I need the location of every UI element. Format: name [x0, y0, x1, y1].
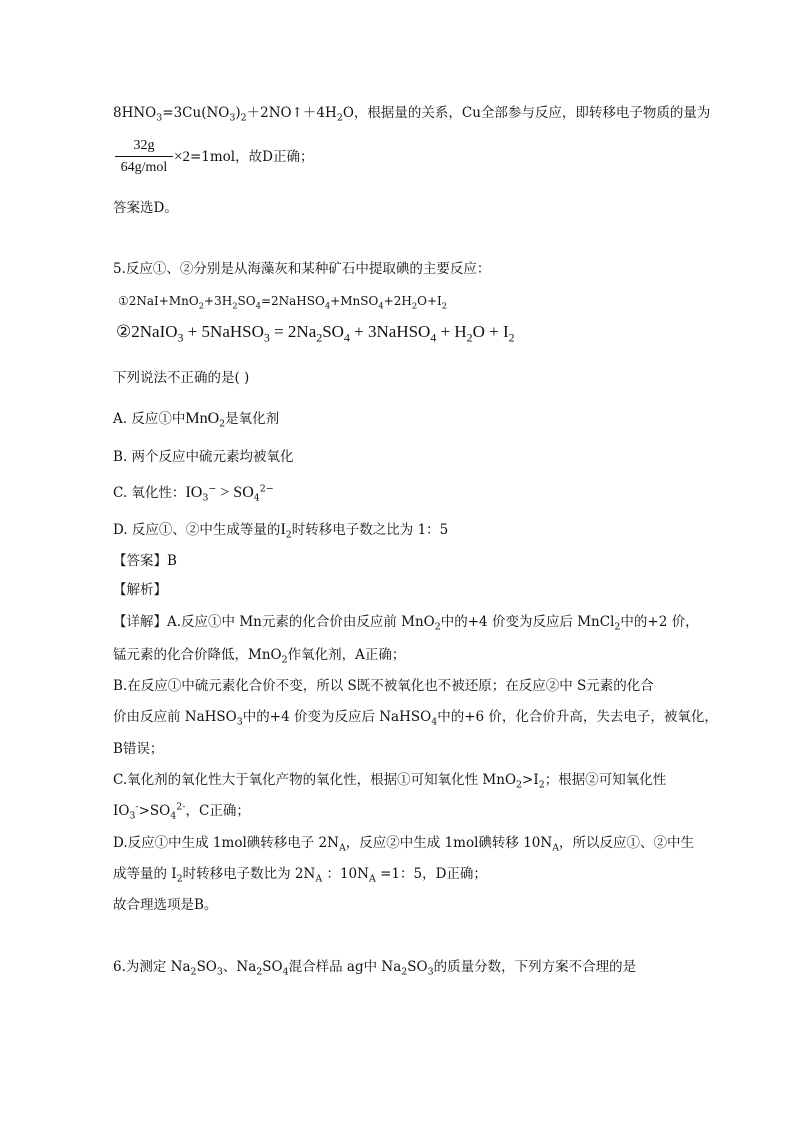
fraction-denominator: 64g/mol [120, 160, 168, 175]
text-line-nitric-acid: $8HNO_3=3Cu(NO_3)_2+2NO↑+4H_2O$，根据量的关系，Cu全部参与反应，即转移电子物质的量为 [113, 105, 711, 124]
detail-line-2: 锰元素的化合价降低，MnO$_2$作氧化剂，A正确； [113, 647, 406, 666]
detail-line-9: 成等量的 $I_2$时转移电子数比为 $2N_A$ ：$10N_A =1$：5，D正确； [113, 866, 487, 885]
option-d: D. 反应①、②中生成等量的$I_2$时转移电子数之比为 1：5 [113, 521, 449, 541]
option-c: C. 氧化性：$IO_3^- > SO_4^{2-}$ [113, 483, 274, 504]
answer-label: 【答案】B [113, 553, 177, 569]
detail-line-8: D.反应①中生成 1mol碘转移电子 $2N_A$，反应②中生成 1mol碘转移 $10N_A$，所以反应①、②中生 [113, 835, 695, 854]
detail-line-10: 故合理选项是B。 [113, 897, 218, 913]
fraction-result: ×2=1mol，故D正确； [174, 149, 314, 165]
fraction-bar [115, 156, 173, 157]
analysis-label: 【解析】 [113, 582, 167, 598]
fraction-mass-over-molar-mass [115, 137, 173, 177]
reaction-1: $①2NaI+MnO_2+3H_2SO_4=2NaHSO_4+MnSO_4+2H_2O+I_2$ [118, 294, 448, 311]
detail-line-5: B错误； [113, 741, 164, 757]
question-6-stem: 6.为测定 $Na_2SO_3$、$Na_2SO_4$混合样品 ag中 $Na_2SO_3$的质量分数，下列方案不合理的是 [113, 959, 637, 978]
option-b: B. 两个反应中硫元素均被氧化 [113, 449, 294, 465]
option-a: A. 反应①中MnO$_2$是氧化剂 [113, 410, 280, 430]
question-5-prompt: 下列说法不正确的是( ) [113, 370, 250, 386]
detail-line-1: 【详解】A.反应①中 Mn元素的化合价由反应前 MnO$_2$中的+4 价变为反应后 MnCl$_2$中的+2 价， [113, 614, 699, 633]
detail-line-4: 价由反应前 NaHSO$_3$中的+4 价变为反应后 NaHSO$_4$中的+6 价，化合价升高，失去电子，被氧化， [113, 709, 718, 728]
detail-line-6: C.氧化剂的氧化性大于氧化产物的氧化性，根据①可知氧化性 $MnO_2>I_2$；根据②可知氧化性 [113, 772, 667, 791]
detail-line-7: $IO_3^->SO_4^{2-}$，C正确； [113, 801, 250, 822]
reaction-2: ②2NaIO$_3$ + 5NaHSO$_3$ = $2Na_2SO_4$ + 3NaHSO$_4$ + $H_2O + I_2$ [116, 322, 515, 345]
detail-line-3: B.在反应①中硫元素化合价不变，所以 S既不被氧化也不被还原；在反应②中 S元素的化合 [113, 678, 654, 694]
answer-select-d: 答案选D。 [113, 200, 178, 216]
question-5-stem: 5.反应①、②分别是从海藻灰和某种矿石中提取碘的主要反应： [113, 261, 491, 277]
fraction-numerator: 32g [133, 138, 155, 153]
